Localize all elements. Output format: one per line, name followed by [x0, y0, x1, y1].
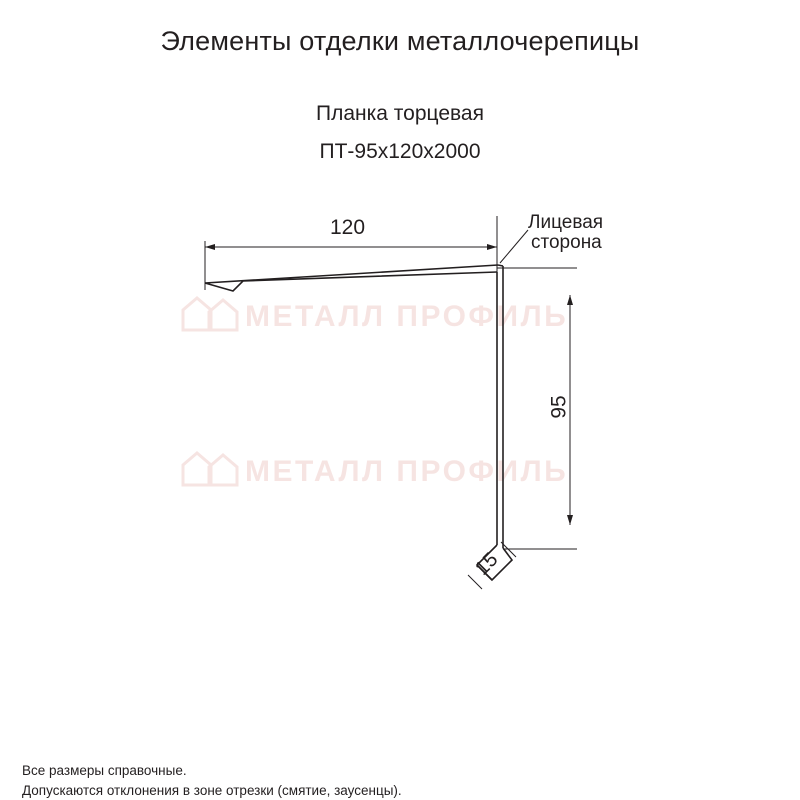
face-side-label-line2: сторона	[531, 232, 602, 253]
watermark-text: МЕТАЛЛ ПРОФИЛЬ	[245, 455, 569, 488]
dimension-label-120: 120	[330, 216, 366, 239]
product-code: ПТ-95x120x2000	[319, 140, 481, 163]
dimension-label-15: 15	[471, 548, 503, 580]
part-profile	[205, 265, 512, 580]
footnote-line-2: Допускаются отклонения в зоне отрезки (смятие, заусенцы).	[22, 783, 402, 798]
product-name: Планка торцевая	[316, 102, 484, 125]
page-title: Элементы отделки металлочерепицы	[160, 26, 640, 56]
dimension-label-95: 95	[547, 395, 571, 419]
face-side-leader	[500, 230, 528, 263]
watermark-text: МЕТАЛЛ ПРОФИЛЬ	[245, 300, 569, 333]
face-side-label-line1: Лицевая	[528, 212, 604, 233]
footnote-line-1: Все размеры справочные.	[22, 763, 187, 778]
